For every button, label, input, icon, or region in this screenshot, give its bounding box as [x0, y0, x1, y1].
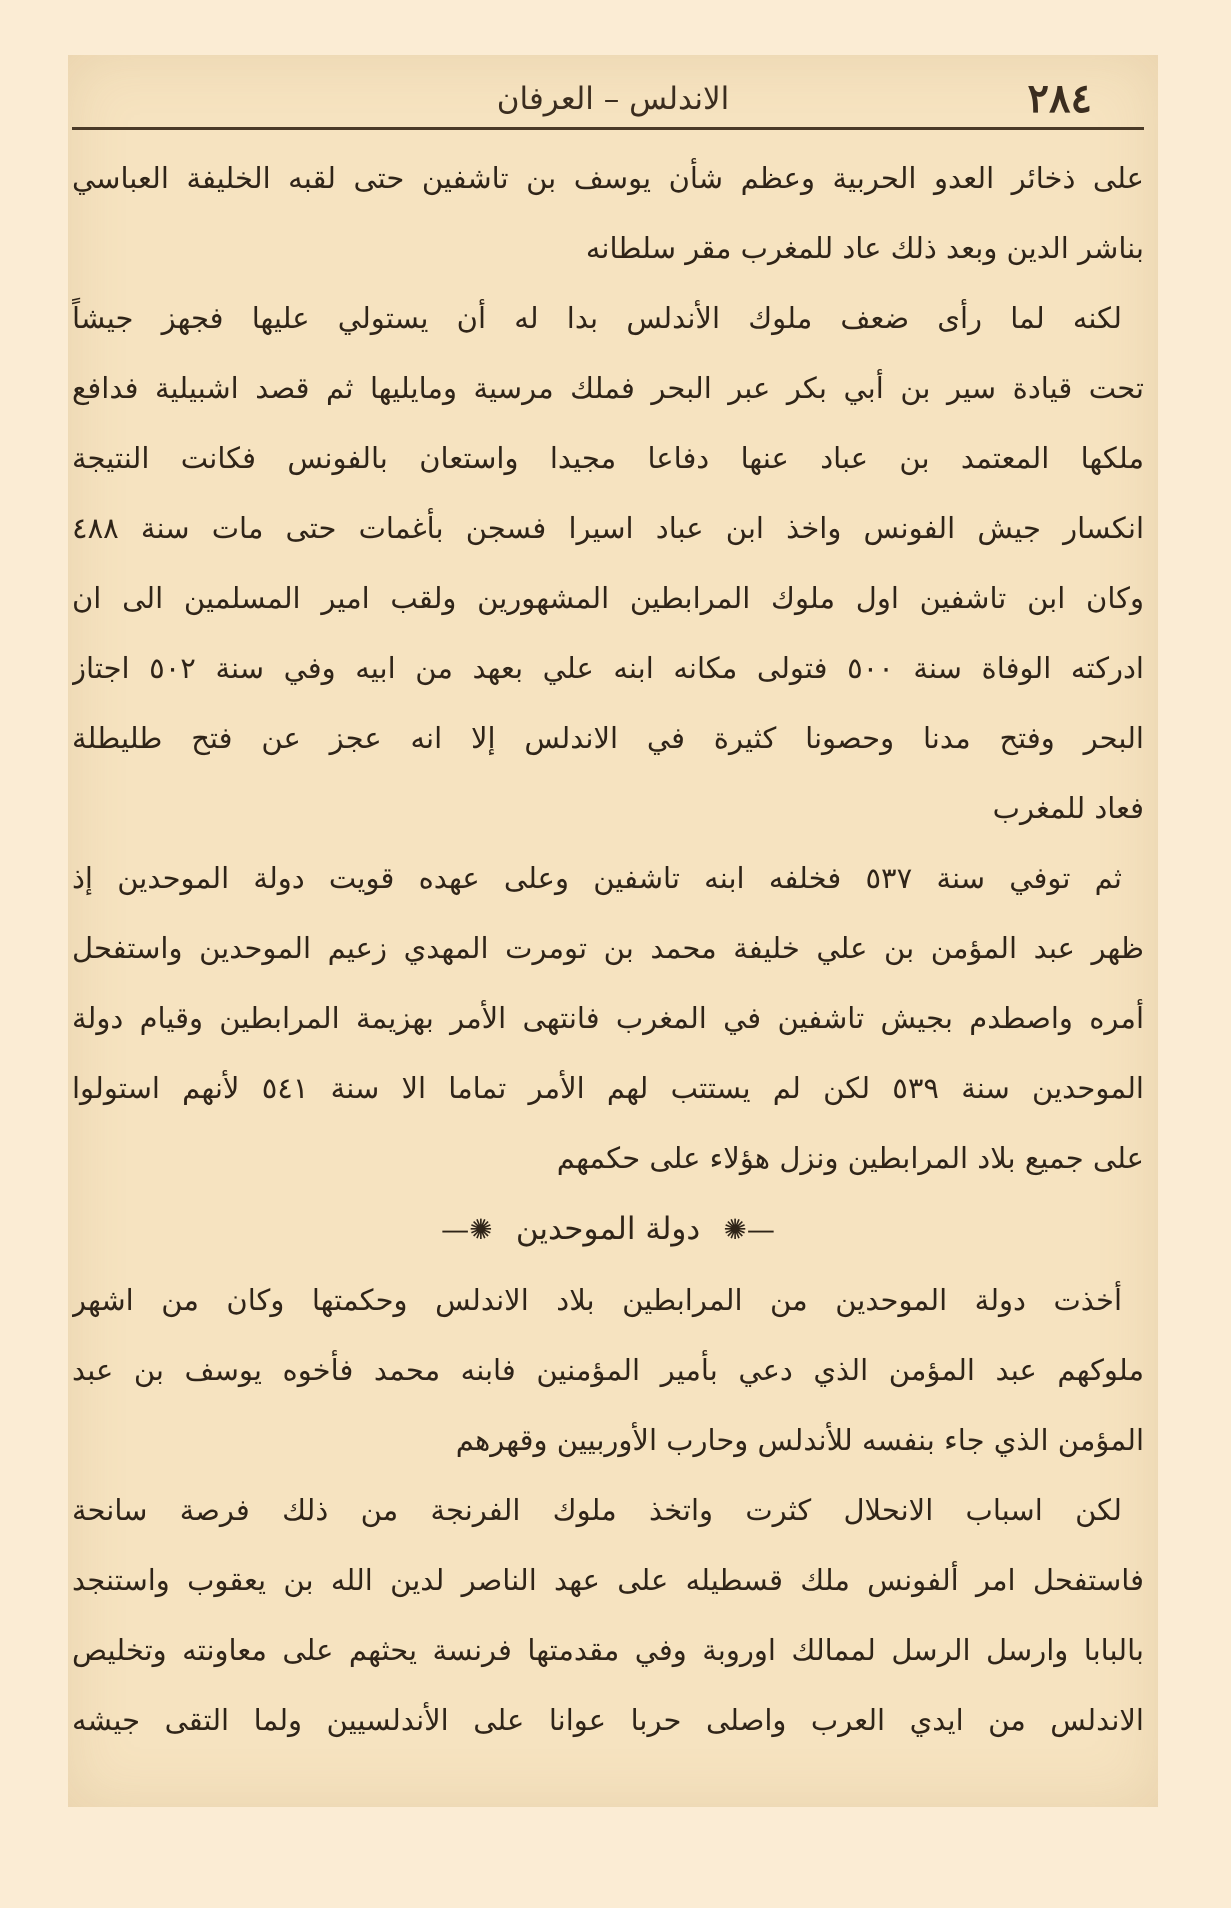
text-line: لكن اسباب الانحلال كثرت واتخذ ملوك الفرنجة من ذلك فرصة سانحة: [72, 1493, 1122, 1527]
text-line: الموحدين سنة ٥٣٩ لكن لم يستتب لهم الأمر تماما الا سنة ٥٤١ لأنهم استولوا: [72, 1071, 1144, 1105]
text-line: ملوكهم عبد المؤمن الذي دعي بأمير المؤمنين فابنه محمد فأخوه يوسف بن عبد: [72, 1353, 1144, 1387]
header-rule: [72, 127, 1144, 130]
text-line: على ذخائر العدو الحربية وعظم شأن يوسف بن تاشفين حتى لقبه الخليفة العباسي: [72, 161, 1144, 195]
book-page: [68, 55, 1158, 1807]
text-line: ثم توفي سنة ٥٣٧ فخلفه ابنه تاشفين وعلى عهده قويت دولة الموحدين إذ: [72, 861, 1122, 895]
body-text: [72, 143, 1144, 1755]
text-line: الاندلس من ايدي العرب واصلى حربا عوانا على الأندلسيين ولما التقى جيشه: [72, 1703, 1144, 1737]
text-line: بالبابا وارسل الرسل لممالك اوروبة وفي مقدمتها فرنسة يحثهم على معاونته وتخليص: [72, 1633, 1144, 1667]
text-line: أخذت دولة الموحدين من المرابطين بلاد الاندلس وحكمتها وكان من اشهر: [72, 1283, 1122, 1317]
text-line: انكسار جيش الفونس واخذ ابن عباد اسيرا فسجن بأغمات حتى مات سنة ٤٨٨: [72, 511, 1144, 545]
text-line: فعاد للمغرب: [992, 791, 1144, 825]
section-heading-text: دولة الموحدين: [515, 1211, 701, 1247]
page-number: ٢٨٤: [1027, 75, 1092, 122]
ornament-right-icon: —✺: [723, 1213, 775, 1246]
text-line: وكان ابن تاشفين اول ملوك المرابطين المشهورين ولقب امير المسلمين الى ان: [72, 581, 1144, 615]
section-heading: [72, 1193, 1144, 1265]
text-line: لكنه لما رأى ضعف ملوك الأندلس بدا له أن يستولي عليها فجهز جيشاً: [72, 301, 1122, 335]
text-line: ملكها المعتمد بن عباد عنها دفاعا مجيدا واستعان بالفونس فكانت النتيجة: [72, 441, 1144, 475]
ornament-left-icon: ✺—: [441, 1213, 493, 1246]
text-line: ادركته الوفاة سنة ٥٠٠ فتولى مكانه ابنه علي بعهد من ابيه وفي سنة ٥٠٢ اجتاز: [72, 651, 1144, 685]
text-line: تحت قيادة سير بن أبي بكر عبر البحر فملك مرسية ومايليها ثم قصد اشبيلية فدافع: [72, 371, 1144, 405]
text-line: البحر وفتح مدنا وحصونا كثيرة في الاندلس إلا انه عجز عن فتح طليطلة: [72, 721, 1144, 755]
text-line: على جميع بلاد المرابطين ونزل هؤلاء على حكمهم: [556, 1141, 1144, 1175]
text-line: بناشر الدين وبعد ذلك عاد للمغرب مقر سلطانه: [585, 231, 1144, 265]
text-line: المؤمن الذي جاء بنفسه للأندلس وحارب الأوربيين وقهرهم: [455, 1423, 1144, 1457]
text-line: ظهر عبد المؤمن بن علي خليفة محمد بن تومرت المهدي زعيم الموحدين واستفحل: [72, 931, 1144, 965]
text-line: أمره واصطدم بجيش تاشفين في المغرب فانتهى الأمر بهزيمة المرابطين وقيام دولة: [72, 1001, 1144, 1035]
running-title: الاندلس – العرفان: [496, 81, 730, 117]
text-line: فاستفحل امر ألفونس ملك قسطيله على عهد الناصر لدين الله بن يعقوب واستنجد: [72, 1563, 1144, 1597]
page-header: [68, 71, 1158, 129]
